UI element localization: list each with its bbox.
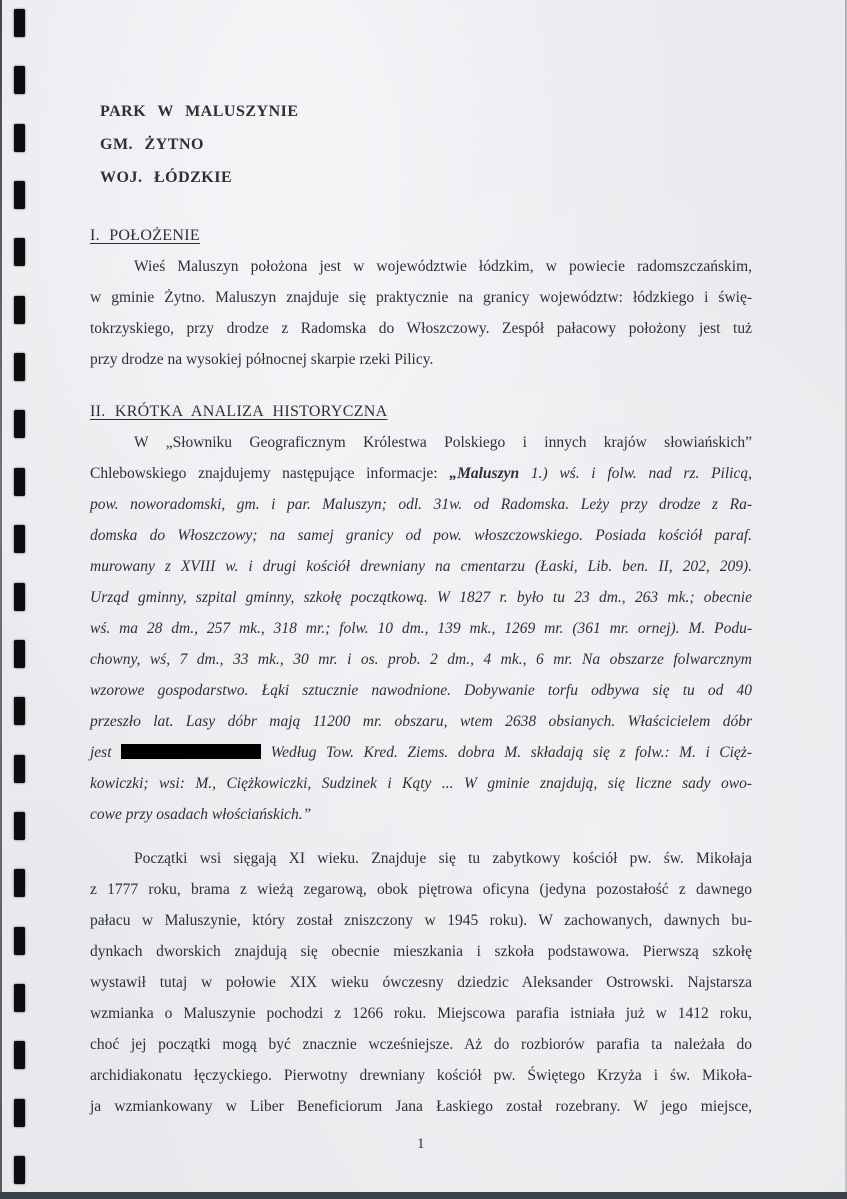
text-segment: Wieś Maluszyn położona jest w województwie łódzkim, w powiecie radomszczańskim, (134, 258, 752, 275)
doc-title-line: WOJ. ŁÓDZKIE (100, 169, 233, 186)
binding-hole (14, 9, 25, 37)
text-segment: w gminie Żytno. Maluszyn znajduje się praktycznie na granicy województw: łódzkiego i świę- (90, 289, 752, 306)
text-line (90, 644, 752, 675)
text-segment: chowny, wś, 7 dm., 33 mk., 30 mr. i os. prob. 2 dm., 4 mk., 6 mr. Na obszarze folwarcznym (90, 651, 752, 668)
text-line (90, 551, 752, 582)
text-line (90, 282, 752, 313)
text-segment: archidiakonatu łęczyckiego. Pierwotny drewniany kościół pw. Świętego Krzyża i św. Mikoła- (90, 1067, 752, 1084)
text-segment: murowany z XVIII w. i drugi kościół drewniany na cmentarzu (Łaski, Lib. ben. II, 202, 209). (90, 558, 752, 575)
binding-hole (14, 124, 25, 152)
text-line (90, 582, 752, 613)
text-line (90, 706, 752, 737)
sections (90, 220, 752, 1122)
paragraph (90, 251, 752, 375)
document-content (90, 95, 752, 1153)
binding-hole (14, 1156, 25, 1184)
text-line (90, 344, 752, 375)
binding-hole (14, 353, 25, 381)
text-segment: choć jej początki mogą być znacznie wcześniejsze. Aż do rozbiorów parafia ta należała do (90, 1036, 752, 1053)
text-segment: jest (90, 744, 122, 761)
scan-left-edge (0, 0, 2, 1199)
section-heading: II. KRÓTKA ANALIZA HISTORYCZNA (90, 403, 388, 420)
text-segment: Urząd gminny, szpital gminny, szkołę początkową. W 1827 r. było tu 23 dm., 263 mk.; obecnie (90, 589, 752, 606)
binding-hole (14, 66, 25, 94)
text-line (90, 1091, 752, 1122)
text-segment: wzorowe gospodarstwo. Łąki sztucznie nawodnione. Dobywanie torfu odbywa się tu od 40 (90, 682, 752, 699)
text-segment: dynkach dworskich znajdują się obecnie mieszkania i szkoła podstawowa. Pierwszą szkołę (90, 943, 752, 960)
text-line (90, 1029, 752, 1060)
binding-hole (14, 640, 25, 668)
text-line (90, 737, 752, 768)
text-line (90, 520, 752, 551)
paragraph (90, 427, 752, 830)
page-number: 1 (417, 1136, 425, 1152)
binding-hole (14, 984, 25, 1012)
text-segment: tokrzyskiego, przy drodze z Radomska do Włoszczowy. Zespół pałacowy położony jest tuż (90, 320, 752, 337)
binding-hole (14, 927, 25, 955)
text-line (90, 799, 752, 830)
binding-hole (14, 525, 25, 553)
text-segment: 1.) wś. i folw. nad rz. Pilicą, (519, 465, 752, 482)
text-line (90, 998, 752, 1029)
text-segment: kowiczki; wsi: M., Ciężkowiczki, Sudzinek i Kąty ... W gminie znajdują, się liczne sady owo- (90, 775, 752, 792)
paragraph (90, 843, 752, 1122)
binding-hole (14, 181, 25, 209)
binding-hole (14, 468, 25, 496)
binding-hole (14, 583, 25, 611)
text-segment: wzmianka o Maluszynie pochodzi z 1266 roku. Miejscowa parafia istniała już w 1412 roku, (90, 1005, 752, 1022)
text-line (90, 936, 752, 967)
document-title-block (100, 95, 752, 194)
binding-hole (14, 812, 25, 840)
text-line (90, 613, 752, 644)
redaction-bar (121, 744, 261, 759)
text-segment: Według Tow. Kred. Ziems. dobra M. składają się z folw.: M. i Cięż- (261, 744, 753, 761)
binding-hole (14, 1099, 25, 1127)
text-segment: W „Słowniku Geograficznym Królestwa Polskiego i innych krajów słowiańskich” (134, 434, 752, 451)
text-line (90, 1060, 752, 1091)
text-line (90, 313, 752, 344)
section-2 (90, 396, 752, 1122)
text-line (90, 874, 752, 905)
doc-title-line: GM. ŻYTNO (100, 136, 204, 153)
text-line (90, 768, 752, 799)
text-line (90, 427, 752, 458)
binding-hole (14, 697, 25, 725)
binding-hole (14, 1041, 25, 1069)
text-segment: Chlebowskiego znajdujemy następujące informacje: (90, 465, 450, 482)
text-segment: domska do Włoszczowy; na samej granicy od pow. włoszczowskiego. Posiada kościół paraf. (90, 527, 752, 544)
text-segment: Początki wsi sięgają XI wieku. Znajduje się tu zabytkowy kościół pw. św. Mikołaja (134, 850, 752, 867)
section-1 (90, 220, 752, 375)
text-line (90, 489, 752, 520)
text-segment: pow. noworadomski, gm. i par. Maluszyn; odl. 31w. od Radomska. Leży przy drodze z Ra- (90, 496, 752, 513)
text-line (90, 967, 752, 998)
text-line (90, 458, 752, 489)
section-heading: I. POŁOŻENIE (90, 227, 200, 244)
binding-hole (14, 238, 25, 266)
text-segment: pałacu w Maluszynie, który został zniszczony w 1945 roku). W zachowanych, dawnych bu- (90, 912, 752, 929)
binding-hole (14, 869, 25, 897)
binding-hole (14, 410, 25, 438)
binding-hole (14, 755, 25, 783)
text-segment: wystawił tutaj w połowie XIX wieku ówczesny dziedzic Aleksander Ostrowski. Najstarsza (90, 974, 752, 991)
text-segment: wś. ma 28 dm., 257 mk., 318 mr.; folw. 10 dm., 139 mk., 1269 mr. (361 mr. ornej). M. Podu- (90, 620, 752, 637)
text-line (90, 251, 752, 282)
scan-bottom-edge (0, 1192, 847, 1199)
text-line (90, 905, 752, 936)
text-segment: „Maluszyn (449, 465, 520, 482)
text-line (90, 843, 752, 874)
text-segment: przy drodze na wysokiej północnej skarpie rzeki Pilicy. (90, 351, 434, 368)
text-segment: ja wzmiankowany w Liber Beneficiorum Jana Łaskiego został rozebrany. W jego miejsce, (90, 1098, 752, 1115)
text-segment: z 1777 roku, brama z wieżą zegarową, obok piętrowa oficyna (jedyna pozostałość z dawnego (90, 881, 752, 898)
doc-title-line: PARK W MALUSZYNIE (100, 103, 299, 120)
text-line (90, 675, 752, 706)
binding-hole (14, 296, 25, 324)
text-segment: cowe przy osadach włościańskich.” (90, 806, 312, 823)
text-segment: przeszło lat. Lasy dóbr mają 11200 mr. obszaru, wtem 2638 obsianych. Właścicielem dóbr (90, 713, 752, 730)
